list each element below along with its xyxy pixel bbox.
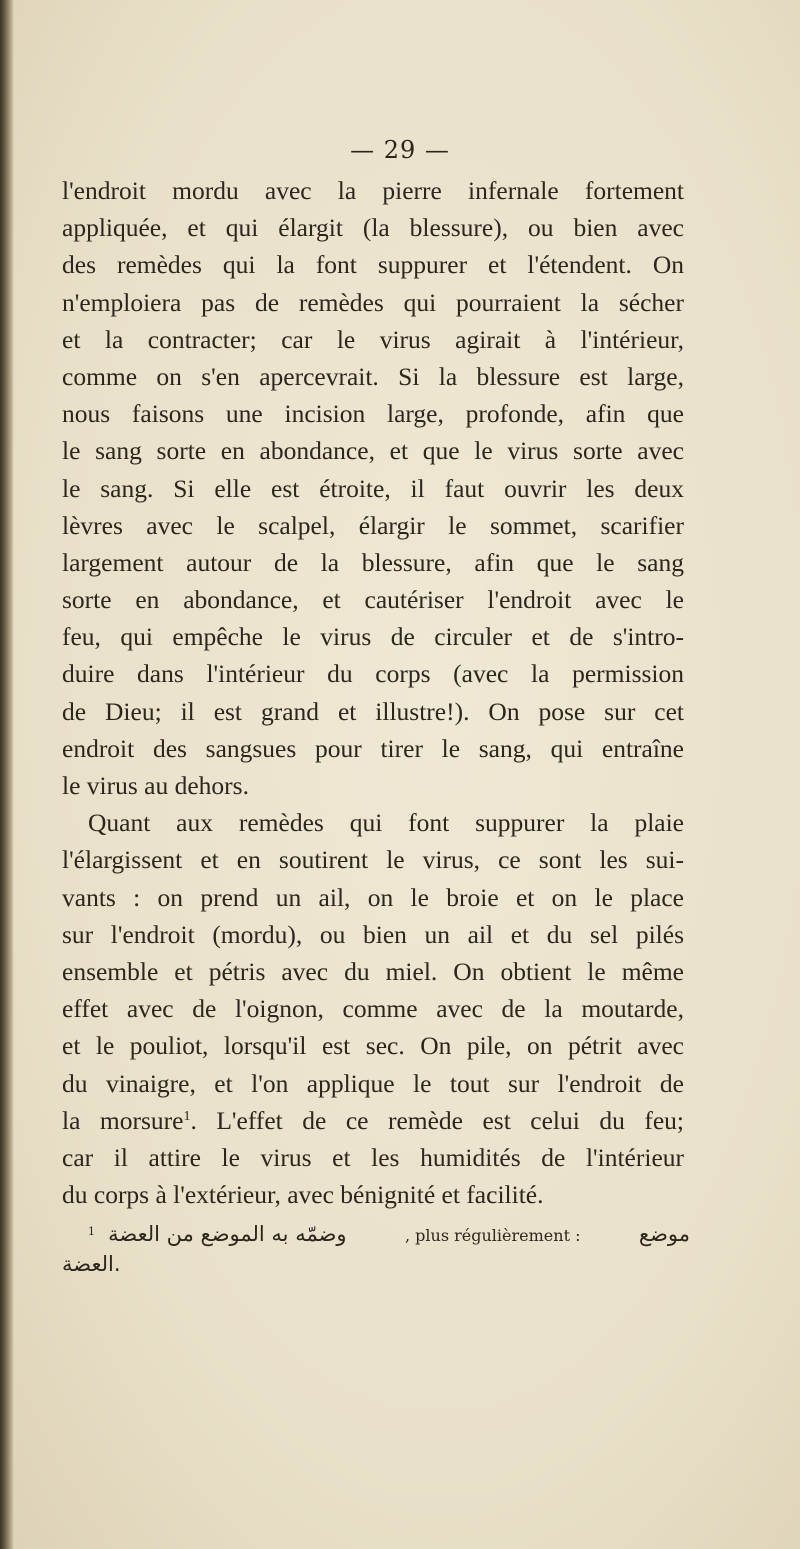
- footnote-line: [62, 1252, 690, 1276]
- text-line: endroit des sangsues pour tirer le sang, qui entraîne: [62, 733, 684, 763]
- text-line: l'endroit mordu avec la pierre infernale fortement: [62, 176, 684, 205]
- footnote-arabic-text: وضمّه به الموضع من العضة: [108, 1222, 347, 1246]
- text-line: feu, qui empêche le virus de circuler et de s'intro-: [62, 622, 684, 652]
- text-line: ensemble et pétris avec du miel. On obtient le même: [62, 956, 684, 986]
- footnote-reference[interactable]: 1: [183, 1108, 191, 1124]
- paragraph-start-line: Quant aux remèdes qui font suppurer la plaie: [88, 808, 684, 838]
- text-line: comme on s'en apercevrait. Si la blessure est large,: [62, 361, 684, 391]
- text-segment: . L'effet de ce remède est celui du feu;: [190, 1105, 684, 1135]
- page-number: — 29 —: [350, 136, 450, 164]
- text-line: vants : on prend un ail, on le broie et on le place: [62, 882, 684, 912]
- text-line: le sang sorte en abondance, et que le virus sorte avec: [62, 436, 684, 466]
- text-segment: la morsure: [62, 1105, 184, 1135]
- footnote-number: 1: [88, 1225, 95, 1238]
- text-line: largement autour de la blessure, afin que le sang: [62, 547, 684, 577]
- text-line: et la contracter; car le virus agirait à l'intérieur,: [62, 324, 684, 354]
- text-line: duire dans l'intérieur du corps (avec la permission: [62, 659, 684, 689]
- text-line: sorte en abondance, et cautériser l'endroit avec le: [62, 585, 684, 615]
- body-text: [62, 172, 684, 1213]
- text-line: des remèdes qui la font suppurer et l'étendent. On: [62, 250, 684, 280]
- footnote: [62, 1222, 690, 1276]
- text-line: effet avec de l'oignon, comme avec de la moutarde,: [62, 994, 684, 1024]
- text-line-with-footnote: [62, 1102, 684, 1139]
- text-line: de Dieu; il est grand et illustre!). On pose sur cet: [62, 696, 684, 726]
- text-line: l'élargissent et en soutirent le virus, ce sont les sui-: [62, 845, 684, 875]
- footnote-arabic-text: العضة.: [62, 1252, 121, 1276]
- footnote-arabic-text: موضع: [638, 1222, 690, 1246]
- text-line: le virus au dehors.: [62, 771, 249, 800]
- binding-edge: [0, 0, 14, 1549]
- text-line: du corps à l'extérieur, avec bénignité et facilité.: [62, 1180, 544, 1210]
- text-line: le sang. Si elle est étroite, il faut ouvrir les deux: [62, 473, 684, 503]
- footnote-line: [62, 1222, 690, 1246]
- text-line: sur l'endroit (mordu), ou bien un ail et du sel pilés: [62, 919, 684, 949]
- text-line: nous faisons une incision large, profonde, afin que: [62, 399, 684, 429]
- text-line: lèvres avec le scalpel, élargir le sommet, scarifier: [62, 510, 684, 540]
- text-line: appliquée, et qui élargit (la blessure), ou bien avec: [62, 213, 684, 243]
- footnote-latin-text: , plus régulièrement :: [405, 1226, 581, 1245]
- text-line: du vinaigre, et l'on applique le tout sur l'endroit de: [62, 1068, 684, 1098]
- text-line: car il attire le virus et les humidités de l'intérieur: [62, 1142, 684, 1172]
- text-line: n'emploiera pas de remèdes qui pourraient la sécher: [62, 287, 684, 317]
- text-line: et le pouliot, lorsqu'il est sec. On pile, on pétrit avec: [62, 1031, 684, 1061]
